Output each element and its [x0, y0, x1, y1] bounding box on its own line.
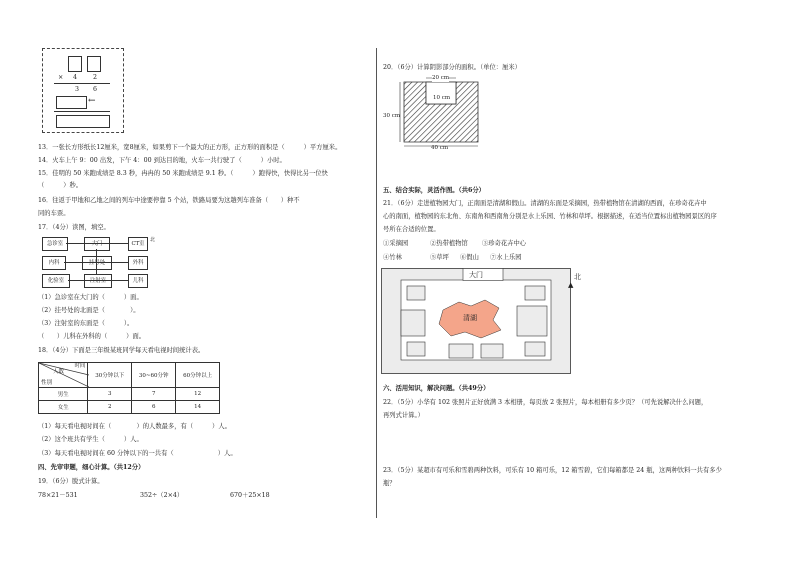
dim-left: 30 cm	[383, 113, 401, 119]
q17-sub4: （ ）儿科在外科的（ ）面。	[38, 333, 146, 340]
q17-sub2: （2）挂号处的北面是（ ）。	[38, 307, 140, 314]
q17-sub1: （1）急诊室在大门的（ ）面。	[38, 294, 143, 301]
q17-title: 17．（4分）读图，填空。	[38, 224, 110, 231]
map-cell-emergency: 急诊室	[42, 237, 68, 251]
section-4-heading: 四、先审审题，细心计算。（共12分）	[38, 464, 145, 471]
rule-line-1	[54, 83, 110, 84]
corner-time: 时间	[74, 363, 86, 369]
cell: 14	[176, 401, 220, 414]
map-cell-injection: 注射室	[84, 274, 112, 288]
q18-sub1: （1）每天看电视时间在（ ）的人数最多，有（ ）人。	[38, 423, 231, 430]
cell: 3	[88, 388, 132, 401]
option-4: ④竹林	[383, 254, 402, 261]
q16-line1: 16．往返于甲地和乙地之间的列车中途要停靠 5 个站，铁路局要为这趟列车准备（ ）种不	[38, 197, 300, 204]
map-connector-vert	[96, 249, 97, 274]
q13: 13．一张长方形纸长12厘米，宽8厘米，如果剪下一个最大的正方形，正方形的面积是（ ）平方厘米。	[38, 144, 342, 151]
q17-sub3: （3）注射室的东面是（ ）。	[38, 320, 134, 327]
q23-line2: 瓶？	[383, 480, 396, 487]
lake-label: 清湖	[463, 314, 477, 322]
q23-line1: 23．（5分）某超市有可乐和雪碧两种饮料，可乐有 10 箱可乐，12 箱雪碧，它们每箱都是 24 瓶，这两种饮料一共有多少	[383, 467, 722, 474]
q18-sub2: （2）这个班共有学生（ ）人。	[38, 436, 143, 443]
q21-line3: 号所在合适的位置。	[383, 226, 440, 233]
column-divider	[376, 48, 377, 518]
q14: 14．火车上午 9：00 出发，下午 4：00 到达目的地，火车一共行驶了（ ）小时。	[38, 157, 286, 164]
table-corner	[39, 363, 88, 388]
map-connector-lines	[66, 243, 128, 244]
map-cell-ct: CT室	[128, 237, 148, 251]
calc-3: 670＋25×18	[230, 492, 270, 499]
arrow-left-icon: ←	[88, 96, 96, 106]
tv-time-table	[38, 362, 220, 414]
map-cell-gate: 大门	[84, 237, 110, 251]
cell: 2	[88, 401, 132, 414]
section-5-heading: 五、结合实际，灵活作图。（共6分）	[383, 187, 485, 194]
map-cell-surgery: 外科	[128, 256, 148, 270]
digit-2: 2	[93, 74, 98, 81]
q22-line1: 22．（5分）小华有 102 张照片正好放满 3 本相册，每页放 2 张照片，每本相册有多少页？（可先说解决什么问题，	[383, 399, 708, 406]
option-2: ②热带植物馆	[430, 240, 468, 247]
q16-line2: 同的车票。	[38, 210, 70, 217]
option-3: ③珍奇花卉中心	[482, 240, 527, 247]
q19-title: 19．（6分）脱式计算。	[38, 478, 104, 485]
map-cell-registration: 挂号处	[82, 256, 112, 270]
q21-line2: 心的南面，植物园的东北角、东南角和西南角分别是水上乐园、竹林和草坪。根据描述，在适当位置标出植物园景区的序	[383, 213, 717, 220]
digit-3: 3	[75, 86, 80, 93]
product-box-2[interactable]	[56, 115, 110, 128]
calc-1: 78×21－531	[38, 492, 78, 499]
digit-6: 6	[93, 86, 98, 93]
q15-line1: 15．佳明的 50 米跑成绩是 8.3 秒，冉冉的 50 米跑成绩是 9.1 秒。（ ）跑得快，快得比另一位快	[38, 170, 328, 177]
col-header-1: 30分钟以下	[88, 363, 132, 388]
q21-line1: 21．（6分）走进植物园大门，正南面是清湖和假山。清湖的东面是采摘园，热带植物馆在清湖的西面，在珍奇花卉中	[383, 200, 707, 207]
digit-box-1[interactable]	[68, 56, 82, 72]
north-icon: 北	[150, 237, 156, 243]
option-6: ⑥假山	[460, 254, 479, 261]
option-1: ①采摘园	[383, 240, 409, 247]
cell: 12	[176, 388, 220, 401]
north-label: 北	[574, 273, 581, 281]
col-header-3: 60分钟以上	[176, 363, 220, 388]
row-label: 女生	[39, 401, 88, 414]
dim-bottom: 40 cm	[431, 145, 449, 151]
q15-line2: （ ）秒。	[38, 182, 83, 189]
dim-top: 20 cm	[432, 75, 450, 81]
calc-2: 352÷（2×4）	[140, 492, 184, 499]
cell: 6	[132, 401, 176, 414]
table-row	[39, 401, 220, 414]
q22-line2: 再列式计算。）	[383, 412, 424, 419]
corner-gender: 性别	[41, 380, 53, 386]
map-cell-pediatrics: 儿科	[128, 274, 148, 288]
table-row	[39, 388, 220, 401]
map-cell-internal: 内科	[42, 256, 66, 270]
digit-box-2[interactable]	[87, 56, 101, 72]
q18-title: 18．（4分）下面是三年级某班同学每天看电视时间统计表。	[38, 347, 205, 354]
rule-line-2	[54, 111, 110, 112]
cell: 7	[132, 388, 176, 401]
q18-sub3: （3）每天看电视时间在 60 分钟以下的一共有（ ）人。	[38, 450, 237, 457]
col-header-2: 30~60分钟	[132, 363, 176, 388]
dim-inner: 10 cm	[433, 95, 451, 101]
q20-title: 20．（6分）计算阴影部分的面积。（单位：厘米）	[383, 64, 521, 71]
digit-4: 4	[73, 74, 78, 81]
corner-count: 人数	[53, 369, 65, 375]
section-6-heading: 六、活用知识，解决问题。（共49分）	[383, 385, 490, 392]
product-box-1[interactable]	[56, 96, 87, 109]
row-label: 男生	[39, 388, 88, 401]
option-7: ⑦水上乐园	[490, 254, 522, 261]
map-cell-lab: 化验室	[42, 274, 70, 288]
map-connector-lines-3	[68, 280, 128, 281]
option-5: ⑤草坪	[430, 254, 449, 261]
north-arrow-icon: ▲	[568, 281, 574, 289]
mult-sign: ×	[58, 74, 64, 81]
gate-label: 大门	[469, 271, 483, 279]
